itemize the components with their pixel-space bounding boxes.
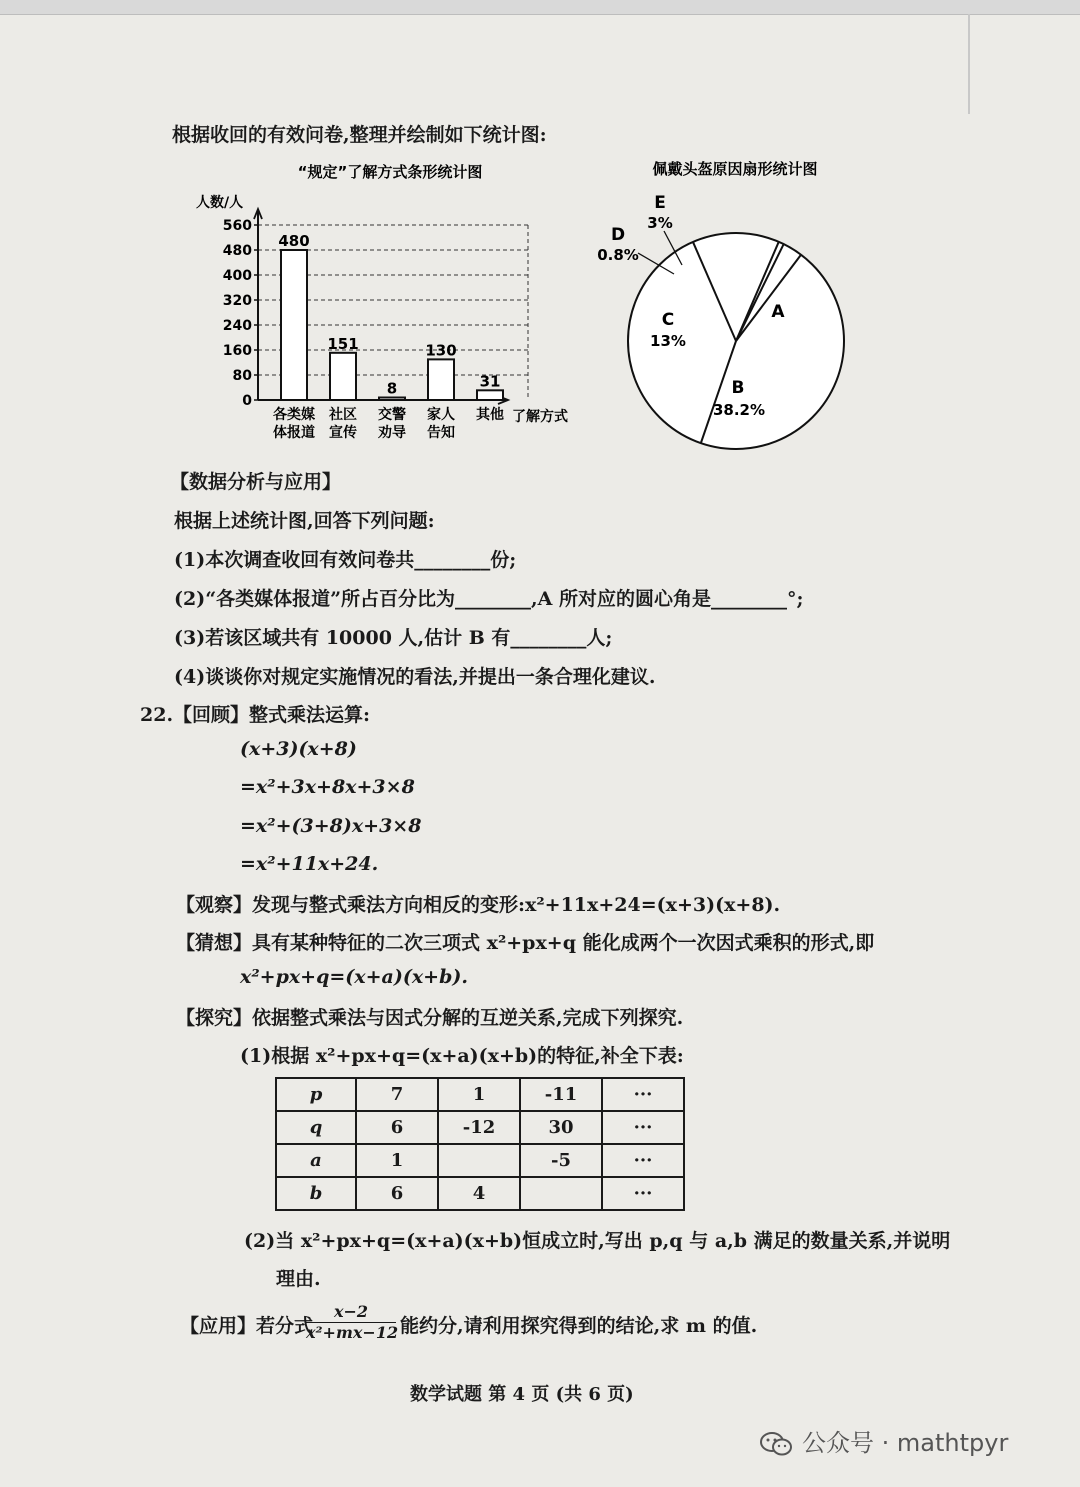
pie-label-pct: 38.2% [712, 401, 766, 419]
table-cell: ··· [602, 1111, 684, 1144]
explore-item-2a: (2)当 x²+px+q=(x+a)(x+b)恒成立时,写出 p,q 与 a,b 满足的数量关系,并说明 [244, 1230, 951, 1252]
bar [477, 390, 503, 400]
apply-suffix: 能约分,请利用探究得到的结论,求 m 的值. [400, 1315, 758, 1337]
watermark-text: 公众号 · mathtpyr [802, 1429, 1009, 1457]
y-tick-label: 400 [222, 268, 252, 284]
bar-value-label: 480 [278, 232, 310, 250]
table-cell: -12 [438, 1111, 520, 1144]
bar [330, 353, 356, 400]
table-cell [520, 1177, 602, 1210]
x-category-label: 各类媒 [273, 407, 315, 423]
bar-value-label: 130 [425, 341, 457, 360]
bar [281, 250, 307, 400]
pie-label-pct: 13% [650, 332, 686, 350]
bar [428, 359, 454, 400]
table-row [276, 1144, 684, 1177]
table-cell: a [276, 1144, 356, 1177]
table-cell: p [276, 1078, 356, 1111]
bar-chart [190, 155, 590, 455]
x-category-label: 体报道 [273, 425, 315, 441]
table-cell: 1 [438, 1078, 520, 1111]
table-cell: q [276, 1111, 356, 1144]
x-category-label: 交警 [378, 407, 406, 423]
q22-title: 22.【回顾】整式乘法运算: [140, 704, 371, 726]
explore-text: 【探究】依据整式乘法与因式分解的互逆关系,完成下列探究. [176, 1007, 684, 1029]
table-cell: ··· [602, 1177, 684, 1210]
pie-label-pct: 3% [647, 214, 673, 232]
x-category-label: 告知 [427, 425, 455, 441]
pie-label-name: B [731, 378, 745, 398]
y-tick-label: 0 [242, 393, 252, 409]
table-cell: 4 [438, 1177, 520, 1210]
question-3: (3)若该区域共有 10000 人,估计 B 有________人; [174, 627, 613, 649]
watermark [760, 1423, 1008, 1458]
x-category-label: 家人 [427, 407, 455, 423]
y-tick-label: 480 [222, 243, 252, 259]
y-tick-label: 240 [222, 318, 252, 334]
pie-label-pct: 0.8% [597, 246, 639, 264]
y-tick-label: 80 [232, 368, 252, 384]
bar-value-label: 31 [479, 372, 501, 391]
explore-item-2b: 理由. [276, 1268, 321, 1290]
pie-chart-title: 佩戴头盔原因扇形统计图 [652, 160, 818, 178]
derivation-line-4: =x²+11x+24. [240, 853, 379, 875]
table-cell: b [276, 1177, 356, 1210]
table-cell: -5 [520, 1144, 602, 1177]
table-cell: ··· [602, 1144, 684, 1177]
question-4: (4)谈谈你对规定实施情况的看法,并提出一条合理化建议. [174, 666, 656, 688]
table-cell: 6 [356, 1177, 438, 1210]
question-1: (1)本次调查收回有效问卷共________份; [174, 549, 517, 571]
wechat-icon [760, 1432, 792, 1456]
table-cell: 7 [356, 1078, 438, 1111]
table-row [276, 1078, 684, 1111]
pie-chart [590, 155, 890, 455]
page-footer: 数学试题 第 4 页 (共 6 页) [410, 1384, 634, 1405]
guess-text-2: x²+px+q=(x+a)(x+b). [240, 966, 468, 988]
y-tick-label: 320 [222, 293, 252, 309]
table-cell: 1 [356, 1144, 438, 1177]
observe-text: 【观察】发现与整式乘法方向相反的变形:x²+11x+24=(x+3)(x+8). [176, 894, 781, 916]
derivation-line-2: =x²+3x+8x+3×8 [240, 776, 415, 798]
x-category-label: 其他 [476, 407, 504, 423]
bar [379, 398, 405, 401]
y-tick-label: 160 [222, 343, 252, 359]
section-header: 【数据分析与应用】 [170, 471, 342, 493]
window-top-bar [0, 0, 1080, 15]
bar-chart-ylabel: 人数/人 [196, 195, 244, 211]
apply-prefix: 【应用】若分式 [180, 1315, 314, 1337]
section-intro: 根据上述统计图,回答下列问题: [174, 510, 435, 532]
table-cell [438, 1144, 520, 1177]
pq-table [275, 1077, 685, 1211]
bar-chart-xlabel: 了解方式 [512, 409, 568, 425]
derivation-line-1: (x+3)(x+8) [240, 738, 357, 760]
table-row [276, 1177, 684, 1210]
pie-label-name: C [661, 310, 675, 330]
intro-text: 根据收回的有效问卷,整理并绘制如下统计图: [172, 124, 547, 146]
pie-label-name: E [654, 193, 666, 213]
derivation-line-3: =x²+(3+8)x+3×8 [240, 815, 422, 837]
table-cell: 30 [520, 1111, 602, 1144]
table-row [276, 1111, 684, 1144]
pie-label-name: A [771, 302, 785, 322]
fraction [306, 1302, 399, 1342]
table-cell: 6 [356, 1111, 438, 1144]
pie-label-name: D [610, 225, 626, 245]
y-tick-label: 560 [222, 218, 252, 234]
question-2: (2)“各类媒体报道”所占百分比为________,A 所对应的圆心角是________°; [174, 588, 804, 610]
table-cell: ··· [602, 1078, 684, 1111]
x-category-label: 社区 [329, 407, 357, 423]
fraction-numerator: x−2 [306, 1302, 396, 1323]
page-edge-shadow [968, 14, 970, 114]
bar-value-label: 8 [386, 379, 398, 398]
table-cell: -11 [520, 1078, 602, 1111]
bar-chart-title: “规定”了解方式条形统计图 [297, 163, 483, 181]
x-category-label: 宣传 [329, 425, 357, 441]
explore-item-1: (1)根据 x²+px+q=(x+a)(x+b)的特征,补全下表: [240, 1045, 684, 1067]
guess-text-1: 【猜想】具有某种特征的二次三项式 x²+px+q 能化成两个一次因式乘积的形式,即 [176, 932, 875, 954]
fraction-denominator: x²+mx−12 [306, 1323, 399, 1342]
bar-value-label: 151 [327, 334, 359, 353]
x-category-label: 劝导 [378, 425, 406, 441]
